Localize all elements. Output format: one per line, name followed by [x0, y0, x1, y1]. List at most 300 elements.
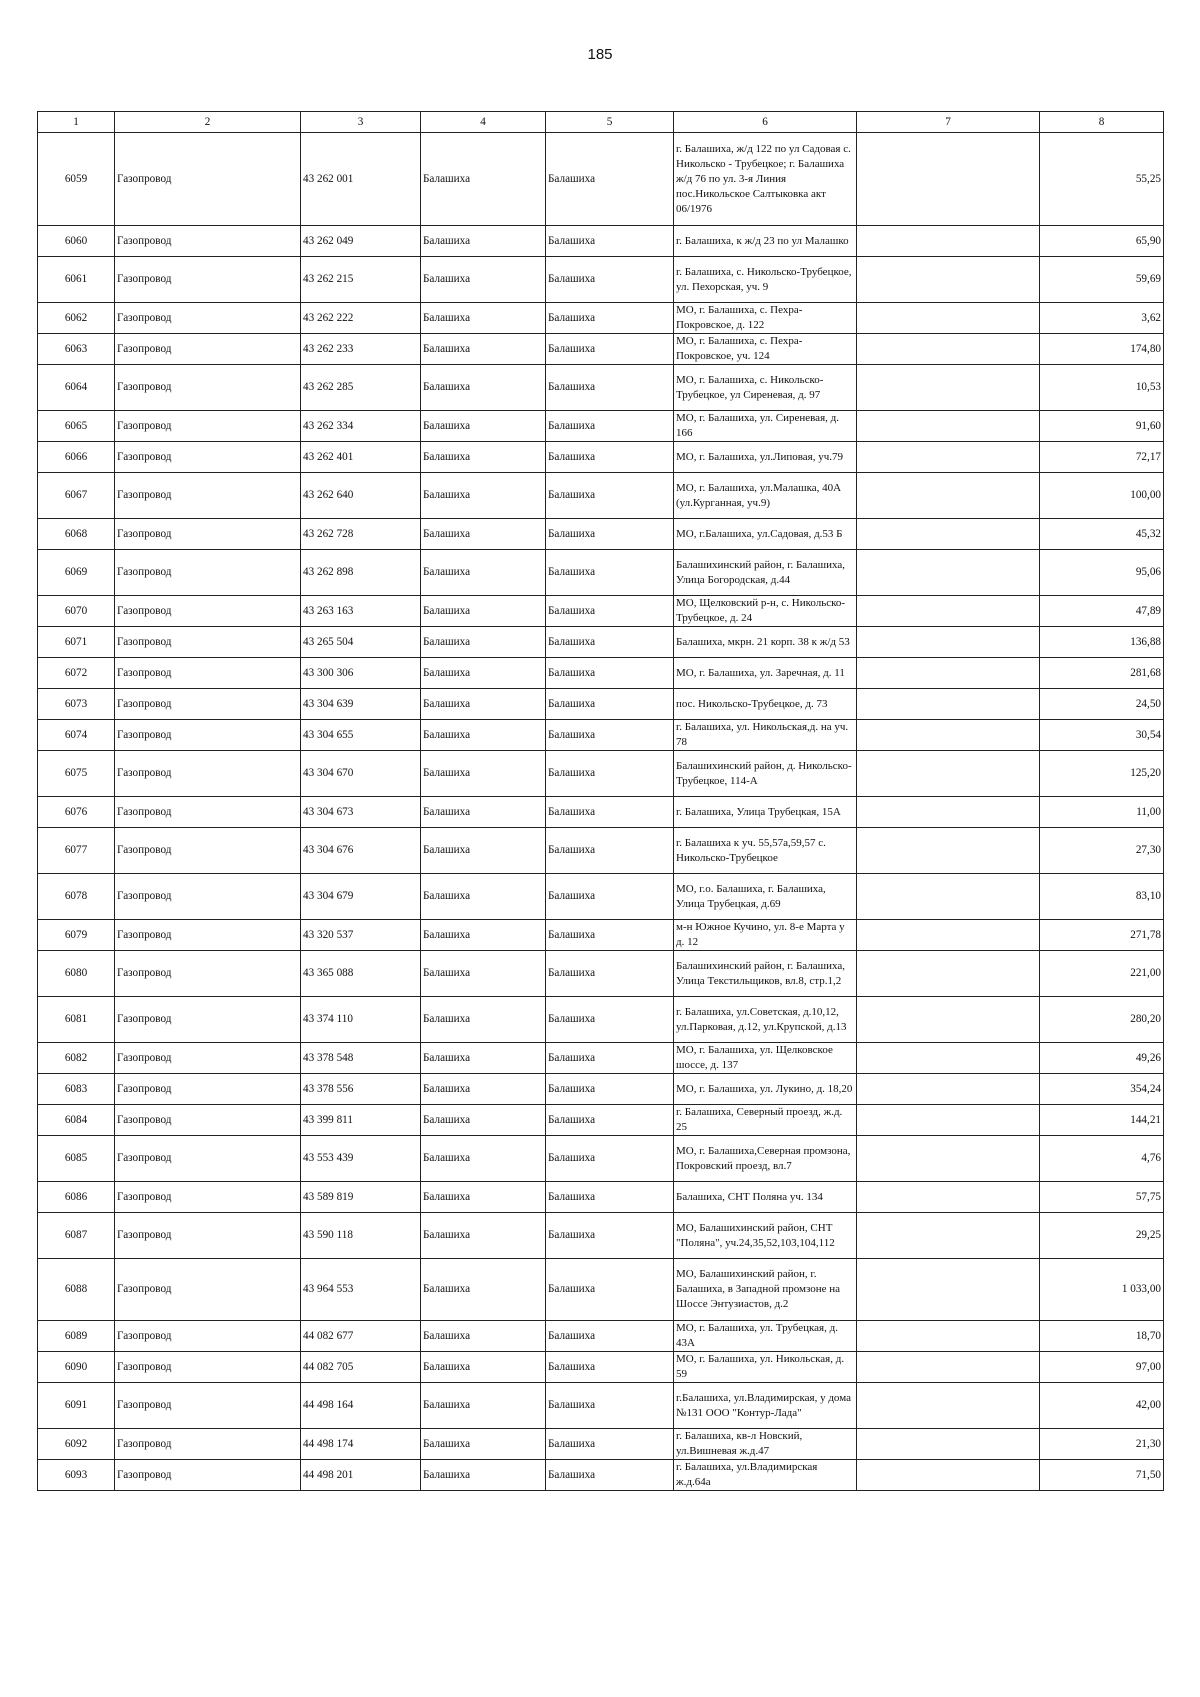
cell-district: Балашиха: [421, 1136, 546, 1182]
cell-object-type: Газопровод: [115, 627, 301, 658]
cell-locality: Балашиха: [546, 519, 674, 550]
cell-locality: Балашиха: [546, 334, 674, 365]
cell-cadastral-code: 43 304 676: [301, 828, 421, 874]
cell-address: м-н Южное Кучино, ул. 8-е Марта у д. 12: [674, 920, 857, 951]
cell-address: МО, г. Балашиха, ул. Щелковское шоссе, д. 137: [674, 1043, 857, 1074]
cell-index: 6063: [38, 334, 115, 365]
cell-index: 6066: [38, 442, 115, 473]
cell-address: МО, г. Балашиха, с. Пехра-Покровское, д. 122: [674, 303, 857, 334]
cell-cadastral-code: 43 964 553: [301, 1259, 421, 1321]
table-row: [38, 1213, 1164, 1259]
cell-empty: [857, 1182, 1040, 1213]
cell-locality: Балашиха: [546, 1429, 674, 1460]
cell-district: Балашиха: [421, 1321, 546, 1352]
cell-address: Балашихинский район, д. Никольско-Трубецкое, 114-А: [674, 751, 857, 797]
cell-empty: [857, 720, 1040, 751]
cell-object-type: Газопровод: [115, 1136, 301, 1182]
table-row: [38, 797, 1164, 828]
cell-empty: [857, 751, 1040, 797]
cell-locality: Балашиха: [546, 1213, 674, 1259]
cell-length: 57,75: [1040, 1182, 1164, 1213]
cell-district: Балашиха: [421, 1043, 546, 1074]
cell-index: 6062: [38, 303, 115, 334]
cell-district: Балашиха: [421, 1352, 546, 1383]
table-row: [38, 920, 1164, 951]
table-row: [38, 133, 1164, 226]
table-row: [38, 303, 1164, 334]
cell-empty: [857, 828, 1040, 874]
cell-length: 65,90: [1040, 226, 1164, 257]
cell-cadastral-code: 43 262 334: [301, 411, 421, 442]
cell-index: 6080: [38, 951, 115, 997]
cell-object-type: Газопровод: [115, 1352, 301, 1383]
cell-district: Балашиха: [421, 1074, 546, 1105]
cell-district: Балашиха: [421, 365, 546, 411]
register-table: [37, 111, 1164, 1491]
cell-cadastral-code: 44 498 201: [301, 1460, 421, 1491]
cell-district: Балашиха: [421, 1259, 546, 1321]
cell-cadastral-code: 43 262 222: [301, 303, 421, 334]
table-row: [38, 1383, 1164, 1429]
cell-index: 6074: [38, 720, 115, 751]
cell-locality: Балашиха: [546, 1321, 674, 1352]
cell-cadastral-code: 43 304 679: [301, 874, 421, 920]
cell-district: Балашиха: [421, 519, 546, 550]
cell-address: МО, Балашихинский район, СНТ "Поляна", уч.24,35,52,103,104,112: [674, 1213, 857, 1259]
page-number: 185: [587, 46, 613, 63]
cell-district: Балашиха: [421, 1182, 546, 1213]
header-row: [38, 112, 1164, 133]
cell-length: 71,50: [1040, 1460, 1164, 1491]
cell-index: 6086: [38, 1182, 115, 1213]
cell-address: МО, Балашихинский район, г. Балашиха, в Западной промзоне на Шоссе Энтузиастов, д.2: [674, 1259, 857, 1321]
cell-address: Балашиха, мкрн. 21 корп. 38 к ж/д 53: [674, 627, 857, 658]
cell-empty: [857, 1259, 1040, 1321]
cell-locality: Балашиха: [546, 226, 674, 257]
cell-length: 280,20: [1040, 997, 1164, 1043]
column-header: 2: [115, 112, 301, 133]
table-row: [38, 1182, 1164, 1213]
table-row: [38, 519, 1164, 550]
cell-district: Балашиха: [421, 874, 546, 920]
cell-index: 6087: [38, 1213, 115, 1259]
cell-length: 4,76: [1040, 1136, 1164, 1182]
table-row: [38, 658, 1164, 689]
cell-index: 6060: [38, 226, 115, 257]
cell-district: Балашиха: [421, 920, 546, 951]
cell-object-type: Газопровод: [115, 257, 301, 303]
cell-cadastral-code: 43 265 504: [301, 627, 421, 658]
cell-cadastral-code: 44 082 677: [301, 1321, 421, 1352]
cell-empty: [857, 1460, 1040, 1491]
cell-index: 6071: [38, 627, 115, 658]
cell-empty: [857, 1043, 1040, 1074]
cell-district: Балашиха: [421, 658, 546, 689]
cell-object-type: Газопровод: [115, 658, 301, 689]
cell-cadastral-code: 43 378 556: [301, 1074, 421, 1105]
cell-empty: [857, 1383, 1040, 1429]
cell-cadastral-code: 43 263 163: [301, 596, 421, 627]
cell-address: г.Балашиха, ул.Владимирская, у дома №131 ООО "Контур-Лада": [674, 1383, 857, 1429]
cell-object-type: Газопровод: [115, 473, 301, 519]
cell-district: Балашиха: [421, 828, 546, 874]
cell-empty: [857, 442, 1040, 473]
table-body: [38, 133, 1164, 1491]
cell-address: Балашихинский район, г. Балашиха, Улица Текстильщиков, вл.8, стр.1,2: [674, 951, 857, 997]
cell-length: 100,00: [1040, 473, 1164, 519]
cell-empty: [857, 303, 1040, 334]
cell-locality: Балашиха: [546, 411, 674, 442]
cell-cadastral-code: 43 262 640: [301, 473, 421, 519]
cell-object-type: Газопровод: [115, 303, 301, 334]
cell-length: 97,00: [1040, 1352, 1164, 1383]
cell-district: Балашиха: [421, 951, 546, 997]
cell-object-type: Газопровод: [115, 519, 301, 550]
cell-object-type: Газопровод: [115, 550, 301, 596]
cell-index: 6088: [38, 1259, 115, 1321]
cell-object-type: Газопровод: [115, 442, 301, 473]
cell-index: 6076: [38, 797, 115, 828]
cell-index: 6090: [38, 1352, 115, 1383]
table-row: [38, 1259, 1164, 1321]
cell-address: г. Балашиха, с. Никольско-Трубецкое, ул. Пехорская, уч. 9: [674, 257, 857, 303]
table-row: [38, 473, 1164, 519]
cell-district: Балашиха: [421, 303, 546, 334]
cell-district: Балашиха: [421, 1429, 546, 1460]
cell-address: МО, г.о. Балашиха, г. Балашиха, Улица Трубецкая, д.69: [674, 874, 857, 920]
cell-locality: Балашиха: [546, 473, 674, 519]
cell-index: 6068: [38, 519, 115, 550]
cell-cadastral-code: 43 262 215: [301, 257, 421, 303]
cell-address: МО, Щелковский р-н, с. Никольско-Трубецкое, д. 24: [674, 596, 857, 627]
cell-empty: [857, 550, 1040, 596]
cell-object-type: Газопровод: [115, 720, 301, 751]
cell-locality: Балашиха: [546, 1259, 674, 1321]
cell-locality: Балашиха: [546, 751, 674, 797]
cell-object-type: Газопровод: [115, 1182, 301, 1213]
cell-address: МО, г. Балашиха, ул. Никольская, д. 59: [674, 1352, 857, 1383]
cell-empty: [857, 689, 1040, 720]
table-row: [38, 365, 1164, 411]
table-row: [38, 596, 1164, 627]
cell-locality: Балашиха: [546, 1074, 674, 1105]
cell-district: Балашиха: [421, 797, 546, 828]
cell-empty: [857, 365, 1040, 411]
table-row: [38, 720, 1164, 751]
cell-locality: Балашиха: [546, 303, 674, 334]
cell-address: МО, г. Балашиха, ул. Трубецкая, д. 43А: [674, 1321, 857, 1352]
cell-locality: Балашиха: [546, 1352, 674, 1383]
cell-empty: [857, 874, 1040, 920]
cell-cadastral-code: 43 262 049: [301, 226, 421, 257]
cell-locality: Балашиха: [546, 596, 674, 627]
cell-address: МО, г. Балашиха,Северная промзона, Покровский проезд, вл.7: [674, 1136, 857, 1182]
cell-locality: Балашиха: [546, 627, 674, 658]
cell-empty: [857, 1136, 1040, 1182]
cell-empty: [857, 596, 1040, 627]
cell-empty: [857, 1429, 1040, 1460]
cell-index: 6078: [38, 874, 115, 920]
cell-cadastral-code: 43 378 548: [301, 1043, 421, 1074]
column-header: 4: [421, 112, 546, 133]
cell-length: 354,24: [1040, 1074, 1164, 1105]
table-row: [38, 1136, 1164, 1182]
cell-length: 136,88: [1040, 627, 1164, 658]
cell-locality: Балашиха: [546, 658, 674, 689]
cell-empty: [857, 658, 1040, 689]
table-row: [38, 828, 1164, 874]
table-row: [38, 689, 1164, 720]
cell-district: Балашиха: [421, 133, 546, 226]
cell-locality: Балашиха: [546, 1136, 674, 1182]
cell-length: 49,26: [1040, 1043, 1164, 1074]
cell-index: 6089: [38, 1321, 115, 1352]
cell-object-type: Газопровод: [115, 951, 301, 997]
cell-empty: [857, 519, 1040, 550]
cell-address: МО, г. Балашиха, ул. Сиреневая, д. 166: [674, 411, 857, 442]
cell-locality: Балашиха: [546, 1460, 674, 1491]
cell-cadastral-code: 43 262 401: [301, 442, 421, 473]
cell-cadastral-code: 43 304 639: [301, 689, 421, 720]
table-row: [38, 997, 1164, 1043]
column-header: 7: [857, 112, 1040, 133]
cell-length: 95,06: [1040, 550, 1164, 596]
cell-locality: Балашиха: [546, 951, 674, 997]
cell-object-type: Газопровод: [115, 334, 301, 365]
table-row: [38, 1460, 1164, 1491]
cell-locality: Балашиха: [546, 874, 674, 920]
table-row: [38, 874, 1164, 920]
column-header: 3: [301, 112, 421, 133]
cell-address: г. Балашиха, Северный проезд, ж.д. 25: [674, 1105, 857, 1136]
cell-address: г. Балашиха, Улица Трубецкая, 15А: [674, 797, 857, 828]
cell-empty: [857, 133, 1040, 226]
cell-index: 6092: [38, 1429, 115, 1460]
cell-empty: [857, 997, 1040, 1043]
cell-index: 6061: [38, 257, 115, 303]
cell-length: 18,70: [1040, 1321, 1164, 1352]
cell-index: 6079: [38, 920, 115, 951]
cell-empty: [857, 1074, 1040, 1105]
cell-locality: Балашиха: [546, 1105, 674, 1136]
table-row: [38, 751, 1164, 797]
cell-district: Балашиха: [421, 226, 546, 257]
cell-cadastral-code: 43 590 118: [301, 1213, 421, 1259]
cell-locality: Балашиха: [546, 689, 674, 720]
cell-index: 6064: [38, 365, 115, 411]
cell-district: Балашиха: [421, 473, 546, 519]
cell-locality: Балашиха: [546, 1043, 674, 1074]
cell-length: 21,30: [1040, 1429, 1164, 1460]
cell-cadastral-code: 43 262 728: [301, 519, 421, 550]
cell-index: 6059: [38, 133, 115, 226]
cell-district: Балашиха: [421, 550, 546, 596]
cell-object-type: Газопровод: [115, 365, 301, 411]
cell-object-type: Газопровод: [115, 689, 301, 720]
cell-cadastral-code: 43 262 285: [301, 365, 421, 411]
cell-index: 6065: [38, 411, 115, 442]
cell-address: МО, г. Балашиха, ул.Липовая, уч.79: [674, 442, 857, 473]
cell-empty: [857, 627, 1040, 658]
cell-address: МО, г. Балашиха, с. Пехра-Покровское, уч. 124: [674, 334, 857, 365]
cell-length: 72,17: [1040, 442, 1164, 473]
cell-cadastral-code: 44 082 705: [301, 1352, 421, 1383]
cell-empty: [857, 226, 1040, 257]
cell-object-type: Газопровод: [115, 797, 301, 828]
cell-address: г. Балашиха, ж/д 122 по ул Садовая с. Никольско - Трубецкое; г. Балашиха ж/д 76 по ул. 3-я Линия пос.Никольское Салтыковка акт 06/1976: [674, 133, 857, 226]
cell-object-type: Газопровод: [115, 1105, 301, 1136]
cell-address: МО, г. Балашиха, ул. Лукино, д. 18,20: [674, 1074, 857, 1105]
cell-district: Балашиха: [421, 1105, 546, 1136]
cell-address: г. Балашиха к уч. 55,57а,59,57 с. Никольско-Трубецкое: [674, 828, 857, 874]
cell-address: МО, г. Балашиха, с. Никольско-Трубецкое, ул Сиреневая, д. 97: [674, 365, 857, 411]
cell-cadastral-code: 43 320 537: [301, 920, 421, 951]
table-row: [38, 627, 1164, 658]
cell-district: Балашиха: [421, 689, 546, 720]
cell-address: г. Балашиха, ул.Советская, д.10,12, ул.Парковая, д.12, ул.Крупской, д.13: [674, 997, 857, 1043]
cell-length: 11,00: [1040, 797, 1164, 828]
cell-length: 91,60: [1040, 411, 1164, 442]
cell-length: 24,50: [1040, 689, 1164, 720]
cell-empty: [857, 1321, 1040, 1352]
cell-cadastral-code: 43 262 001: [301, 133, 421, 226]
cell-length: 30,54: [1040, 720, 1164, 751]
cell-district: Балашиха: [421, 1383, 546, 1429]
cell-cadastral-code: 44 498 164: [301, 1383, 421, 1429]
cell-empty: [857, 473, 1040, 519]
cell-index: 6085: [38, 1136, 115, 1182]
cell-district: Балашиха: [421, 720, 546, 751]
cell-address: г. Балашиха, ул.Владимирская ж.д.64а: [674, 1460, 857, 1491]
cell-index: 6070: [38, 596, 115, 627]
table-row: [38, 1321, 1164, 1352]
cell-locality: Балашиха: [546, 828, 674, 874]
cell-length: 29,25: [1040, 1213, 1164, 1259]
cell-object-type: Газопровод: [115, 596, 301, 627]
cell-locality: Балашиха: [546, 442, 674, 473]
cell-district: Балашиха: [421, 596, 546, 627]
cell-cadastral-code: 43 365 088: [301, 951, 421, 997]
cell-district: Балашиха: [421, 442, 546, 473]
cell-empty: [857, 1105, 1040, 1136]
cell-object-type: Газопровод: [115, 133, 301, 226]
cell-index: 6069: [38, 550, 115, 596]
cell-cadastral-code: 43 300 306: [301, 658, 421, 689]
cell-address: МО, г. Балашиха, ул.Малашка, 40А (ул.Курганная, уч.9): [674, 473, 857, 519]
cell-object-type: Газопровод: [115, 1429, 301, 1460]
cell-index: 6073: [38, 689, 115, 720]
cell-cadastral-code: 44 498 174: [301, 1429, 421, 1460]
cell-length: 27,30: [1040, 828, 1164, 874]
cell-index: 6077: [38, 828, 115, 874]
cell-cadastral-code: 43 304 670: [301, 751, 421, 797]
cell-cadastral-code: 43 262 898: [301, 550, 421, 596]
cell-locality: Балашиха: [546, 1383, 674, 1429]
column-header: 1: [38, 112, 115, 133]
cell-empty: [857, 1352, 1040, 1383]
cell-district: Балашиха: [421, 334, 546, 365]
cell-address: МО, г.Балашиха, ул.Садовая, д.53 Б: [674, 519, 857, 550]
cell-address: Балашиха, СНТ Поляна уч. 134: [674, 1182, 857, 1213]
column-header: 5: [546, 112, 674, 133]
cell-index: 6067: [38, 473, 115, 519]
cell-locality: Балашиха: [546, 550, 674, 596]
cell-object-type: Газопровод: [115, 828, 301, 874]
cell-locality: Балашиха: [546, 997, 674, 1043]
table-row: [38, 951, 1164, 997]
cell-length: 221,00: [1040, 951, 1164, 997]
cell-address: МО, г. Балашиха, ул. Заречная, д. 11: [674, 658, 857, 689]
cell-length: 125,20: [1040, 751, 1164, 797]
cell-object-type: Газопровод: [115, 1043, 301, 1074]
cell-cadastral-code: 43 304 655: [301, 720, 421, 751]
table-row: [38, 411, 1164, 442]
table-row: [38, 1352, 1164, 1383]
cell-object-type: Газопровод: [115, 1259, 301, 1321]
cell-object-type: Газопровод: [115, 874, 301, 920]
cell-district: Балашиха: [421, 627, 546, 658]
cell-index: 6091: [38, 1383, 115, 1429]
cell-length: 174,80: [1040, 334, 1164, 365]
cell-length: 59,69: [1040, 257, 1164, 303]
table-row: [38, 1043, 1164, 1074]
cell-cadastral-code: 43 304 673: [301, 797, 421, 828]
cell-length: 55,25: [1040, 133, 1164, 226]
cell-cadastral-code: 43 374 110: [301, 997, 421, 1043]
cell-object-type: Газопровод: [115, 1074, 301, 1105]
cell-object-type: Газопровод: [115, 1383, 301, 1429]
cell-empty: [857, 334, 1040, 365]
cell-locality: Балашиха: [546, 365, 674, 411]
cell-object-type: Газопровод: [115, 751, 301, 797]
cell-district: Балашиха: [421, 1213, 546, 1259]
cell-index: 6075: [38, 751, 115, 797]
cell-locality: Балашиха: [546, 920, 674, 951]
cell-district: Балашиха: [421, 997, 546, 1043]
cell-district: Балашиха: [421, 1460, 546, 1491]
cell-empty: [857, 951, 1040, 997]
cell-empty: [857, 257, 1040, 303]
cell-index: 6084: [38, 1105, 115, 1136]
cell-index: 6083: [38, 1074, 115, 1105]
cell-district: Балашиха: [421, 257, 546, 303]
cell-length: 271,78: [1040, 920, 1164, 951]
cell-length: 10,53: [1040, 365, 1164, 411]
cell-cadastral-code: 43 589 819: [301, 1182, 421, 1213]
cell-locality: Балашиха: [546, 257, 674, 303]
cell-object-type: Газопровод: [115, 920, 301, 951]
table-row: [38, 1105, 1164, 1136]
cell-address: г. Балашиха, к ж/д 23 по ул Малашко: [674, 226, 857, 257]
table-row: [38, 257, 1164, 303]
table-row: [38, 442, 1164, 473]
cell-empty: [857, 411, 1040, 442]
cell-locality: Балашиха: [546, 720, 674, 751]
cell-empty: [857, 1213, 1040, 1259]
cell-district: Балашиха: [421, 411, 546, 442]
cell-address: пос. Никольско-Трубецкое, д. 73: [674, 689, 857, 720]
cell-length: 45,32: [1040, 519, 1164, 550]
table-row: [38, 1429, 1164, 1460]
cell-district: Балашиха: [421, 751, 546, 797]
cell-address: Балашихинский район, г. Балашиха, Улица Богородская, д.44: [674, 550, 857, 596]
cell-cadastral-code: 43 399 811: [301, 1105, 421, 1136]
cell-empty: [857, 920, 1040, 951]
cell-index: 6082: [38, 1043, 115, 1074]
cell-object-type: Газопровод: [115, 997, 301, 1043]
cell-length: 83,10: [1040, 874, 1164, 920]
cell-object-type: Газопровод: [115, 411, 301, 442]
